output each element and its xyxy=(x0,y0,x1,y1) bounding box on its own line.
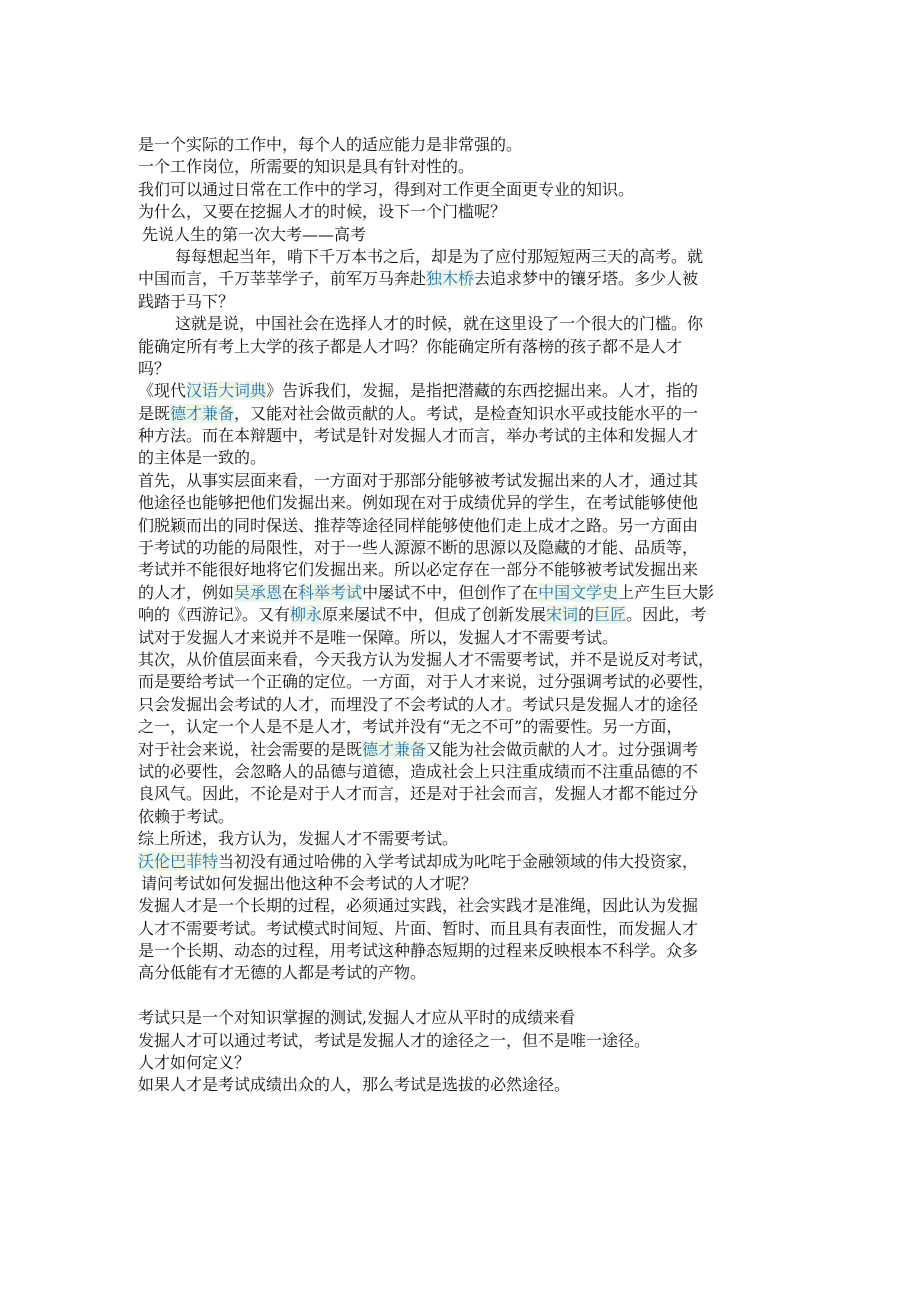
text-span: 响的《西游记》。又有 xyxy=(138,605,291,625)
text-span: 中屡试不中，但创作了在 xyxy=(362,582,539,602)
text-span: 。因此，考 xyxy=(626,605,707,625)
text-span: 当初没有通过哈佛的入学考试却成为叱咤于金融领域的伟大投资家， xyxy=(218,851,699,871)
text-line xyxy=(138,403,788,425)
text-line xyxy=(138,582,788,604)
text-line: 高分低能有才无德的人都是考试的产物。 xyxy=(138,963,427,983)
text-line: 能确定所有考上大学的孩子都是人才吗？你能确定所有落榜的孩子都不是人才 xyxy=(138,336,683,356)
text-span: 》告诉我们，发掘，是指把潜藏的东西挖掘出来。人才，指的 xyxy=(266,381,699,401)
text-span: 的 xyxy=(578,605,595,625)
text-span: 《现代 xyxy=(138,381,187,401)
document-page xyxy=(138,134,788,1097)
text-line: 考试只是一个对知识掌握的测试,发掘人才应从平时的成绩来看 xyxy=(138,1008,576,1028)
text-line: 一个工作岗位，所需要的知识是具有针对性的。 xyxy=(138,157,475,177)
text-span: 中国而言，千万莘莘学子，前军万马奔赴 xyxy=(138,269,427,289)
text-span: 去追求梦中的镶牙塔。多少人被 xyxy=(474,269,699,289)
text-line: 良风气。因此，不论是对于人才而言，还是对于社会而言，发掘人才都不能过分 xyxy=(138,784,699,804)
text-line: 我们可以通过日常在工作中的学习，得到对工作更全面更专业的知识。 xyxy=(138,179,635,199)
text-span: 又能为社会做贡献的人才。过分强调考 xyxy=(426,739,699,759)
text-span: 是既 xyxy=(138,403,171,423)
keyword-link[interactable]: 宋词 xyxy=(546,605,579,625)
text-line: 发掘人才可以通过考试，考试是发掘人才的途径之一，但不是唯一途径。 xyxy=(138,1030,651,1050)
text-span: 的人才，例如 xyxy=(138,582,235,602)
text-line: 的主体是一致的。 xyxy=(138,448,267,468)
text-line: 吗？ xyxy=(138,358,171,378)
text-line: 依赖于考试。 xyxy=(138,806,235,826)
text-line xyxy=(138,851,788,873)
text-line: 之一，认定一个人是不是人才，考试并没有“无之不可”的需要性。另一方面， xyxy=(138,717,683,737)
text-line: 种方法。而在本辩题中，考试是针对发掘人才而言，举办考试的主体和发掘人才 xyxy=(138,426,699,446)
keyword-link[interactable]: 德才兼备 xyxy=(170,403,235,423)
text-line: 他途径也能够把他们发掘出来。例如现在对于成绩优异的学生，在考试能够使他 xyxy=(138,493,699,513)
text-line: 是一个实际的工作中，每个人的适应能力是非常强的。 xyxy=(138,135,523,154)
keyword-link[interactable]: 沃伦巴菲特 xyxy=(138,851,219,871)
text-line: 试的必要性，会忽略人的品德与道德，造成社会上只注重成绩而不注重品德的不 xyxy=(138,761,699,781)
text-span: 对于社会来说，社会需要的是既 xyxy=(138,739,363,759)
text-line: 首先，从事实层面来看，一方面对于那部分能够被考试发掘出来的人才，通过其 xyxy=(138,470,699,490)
keyword-link[interactable]: 汉语大词典 xyxy=(186,381,267,401)
text-line: 每每想起当年，啃下千万本书之后，却是为了应付那短短两三天的高考。就 xyxy=(175,246,704,266)
text-line: 而是要给考试一个正确的定位。一方面，对于人才来说，过分强调考试的必要性， xyxy=(138,672,715,692)
text-line: 综上所述，我方认为，发掘人才不需要考试。 xyxy=(138,829,459,849)
section-heading: 先说人生的第一次大考——高考 xyxy=(142,224,367,244)
text-span: 上产生巨大影 xyxy=(618,582,715,602)
text-span: ，又能对社会做贡献的人。考试，是检查知识水平或技能水平的一 xyxy=(234,403,699,423)
text-line: 人才如何定义？ xyxy=(138,1053,251,1073)
text-line: 为什么，又要在挖掘人才的时候，设下一个门槛呢？ xyxy=(138,202,507,222)
text-line xyxy=(138,739,788,761)
keyword-link[interactable]: 中国文学史 xyxy=(538,582,619,602)
keyword-link[interactable]: 吴承恩 xyxy=(234,582,283,602)
text-line: 发掘人才是一个长期的过程，必须通过实践，社会实践才是准绳，因此认为发掘 xyxy=(138,896,699,916)
paragraph-gap xyxy=(138,985,788,1007)
keyword-link[interactable]: 德才兼备 xyxy=(362,739,427,759)
text-line: 是一个长期、动态的过程，用考试这种静态短期的过程来反映根本不科学。众多 xyxy=(138,941,699,961)
text-line: 试对于发掘人才来说并不是唯一保障。所以，发掘人才不需要考试。 xyxy=(138,627,619,647)
text-span: 原来屡试不中，但成了创新发展 xyxy=(322,605,547,625)
text-line: 践踏于马下？ xyxy=(138,291,235,311)
text-line: 人才不需要考试。考试模式时间短、片面、暂时、而且具有表面性，而发掘人才 xyxy=(138,918,699,938)
keyword-link[interactable]: 巨匠 xyxy=(594,605,627,625)
text-line: 其次，从价值层面来看，今天我方认为发掘人才不需要考试，并不是说反对考试， xyxy=(138,649,715,669)
text-line: 只会发掘出会考试的人才，而埋没了不会考试的人才。考试只是发掘人才的途径 xyxy=(138,694,699,714)
keyword-link[interactable]: 科举考试 xyxy=(298,582,363,602)
text-line: 考试并不能很好地将它们发掘出来。所以必定存在一部分不能够被考试发掘出来 xyxy=(138,560,699,580)
text-line xyxy=(138,604,788,626)
text-line xyxy=(138,380,788,402)
text-span: 在 xyxy=(282,582,299,602)
keyword-link[interactable]: 独木桥 xyxy=(426,269,475,289)
text-line: 于考试的功能的局限性，对于一些人源源不断的思源以及隐藏的才能、品质等， xyxy=(138,538,699,558)
text-line xyxy=(138,268,788,290)
text-line: 这就是说，中国社会在选择人才的时候，就在这里设了一个很大的门槛。你 xyxy=(175,314,704,334)
keyword-link[interactable]: 柳永 xyxy=(290,605,323,625)
text-line: 请问考试如何发掘出他这种不会考试的人才呢？ xyxy=(141,873,478,893)
text-line: 们脱颖而出的同时保送、推荐等途径同样能够使他们走上成才之路。另一方面由 xyxy=(138,515,699,535)
text-line: 如果人才是考试成绩出众的人，那么考试是选拔的必然途径。 xyxy=(138,1075,571,1095)
